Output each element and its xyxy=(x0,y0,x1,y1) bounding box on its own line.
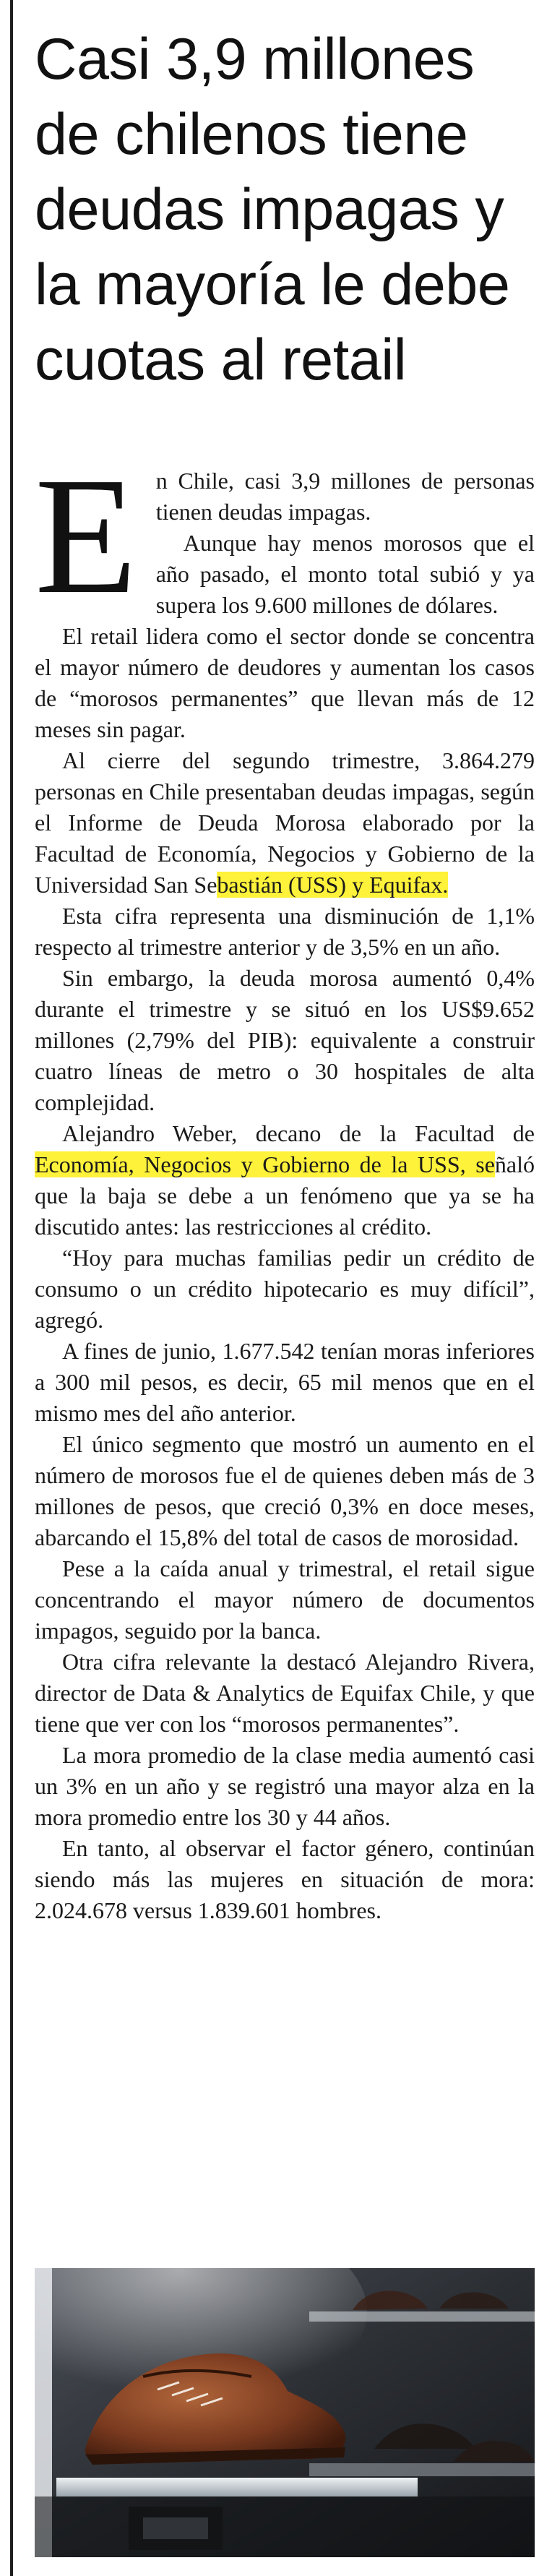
paragraph-text: Al cierre del segundo trimestre, 3.864.279 personas en Chile presentaban deudas impagas, según el Informe de Deuda Morosa elaborado por la Facultad de Economía, Negocios y Gobierno de la Universidad San Se xyxy=(35,747,535,898)
paragraph-3: El retail lidera como el sector donde se concentra el mayor número de deudores y aumentan los casos de “morosos permanentes” que llevan más de 12 meses sin pagar. xyxy=(35,623,535,742)
paragraph-14: En tanto, al observar el factor género, continúan siendo más las mujeres en situación de mora: 2.024.678 versus 1.839.601 hombres. xyxy=(35,1835,535,1923)
paragraph-text: n Chile, casi 3,9 millones de personas tienen deudas impagas. xyxy=(155,468,535,525)
article-headline: Casi 3,9 millones de chilenos tiene deudas impagas y la mayoría le debe cuotas al retail xyxy=(35,27,510,392)
background-shelf xyxy=(309,2311,535,2322)
left-column-rule xyxy=(10,0,13,2576)
news-article xyxy=(35,22,535,1926)
paragraph-4 xyxy=(35,745,535,901)
paragraph-text: Alejandro Weber, decano de la Facultad de xyxy=(62,1120,535,1146)
paragraph-5: Esta cifra representa una disminución de 1,1% respecto al trimestre anterior y de 3,5% en un año. xyxy=(35,903,535,960)
drop-cap: E xyxy=(35,443,137,629)
paragraph-2: Aunque hay menos morosos que el año pasado, el monto total subió y ya supera los 9.600 millones de dólares. xyxy=(155,530,535,618)
paragraph-13: La mora promedio de la clase media aumentó casi un 3% en un año y se registró una mayor alza en la mora promedio entre los 30 y 44 años. xyxy=(35,1742,535,1830)
paragraph-11: Pese a la caída anual y trimestral, el retail sigue concentrando el mayor número de documentos impagos, seguido por la banca. xyxy=(35,1555,535,1644)
paragraph-9: A fines de junio, 1.677.542 tenían moras inferiores a 300 mil pesos, es decir, 65 mil menos que en el mismo mes del año anterior. xyxy=(35,1338,535,1426)
foreground-shadow xyxy=(35,2496,535,2557)
paragraph-12: Otra cifra relevante la destacó Alejandro Rivera, director de Data & Analytics de Equifax Chile, y que tiene que ver con los “morosos permanentes”. xyxy=(35,1649,535,1737)
highlighted-text: bastián (USS) y Equifax. xyxy=(217,872,449,898)
shoe-display-image xyxy=(35,2268,535,2557)
paragraph-6: Sin embargo, la deuda morosa aumentó 0,4% durante el trimestre y se situó en los US$9.652 millones (2,79% del PIB): equivalente a construir cuatro líneas de metro o 30 hospitales de alta complejidad. xyxy=(35,965,535,1115)
paragraph-7 xyxy=(35,1118,535,1242)
highlighted-text: Economía, Negocios y Gobierno de la USS, se xyxy=(35,1151,495,1177)
paragraph-text: ñaló que la baja se debe a un fenómeno que ya se ha discutido antes: las restricciones al crédito. xyxy=(35,1151,535,1240)
article-photo xyxy=(35,2268,535,2557)
article-body xyxy=(35,443,535,1926)
background-shelf-lower xyxy=(309,2463,535,2476)
paragraph-10: El único segmento que mostró un aumento en el número de morosos fue el de quienes deben más de 3 millones de pesos, que creció 0,3% en doce meses, abarcando el 15,8% del total de casos de morosidad. xyxy=(35,1431,535,1550)
paragraph-8: “Hoy para muchas familias pedir un crédito de consumo o un crédito hipotecario es muy difícil”, agregó. xyxy=(35,1245,535,1333)
display-shelf xyxy=(56,2478,418,2496)
